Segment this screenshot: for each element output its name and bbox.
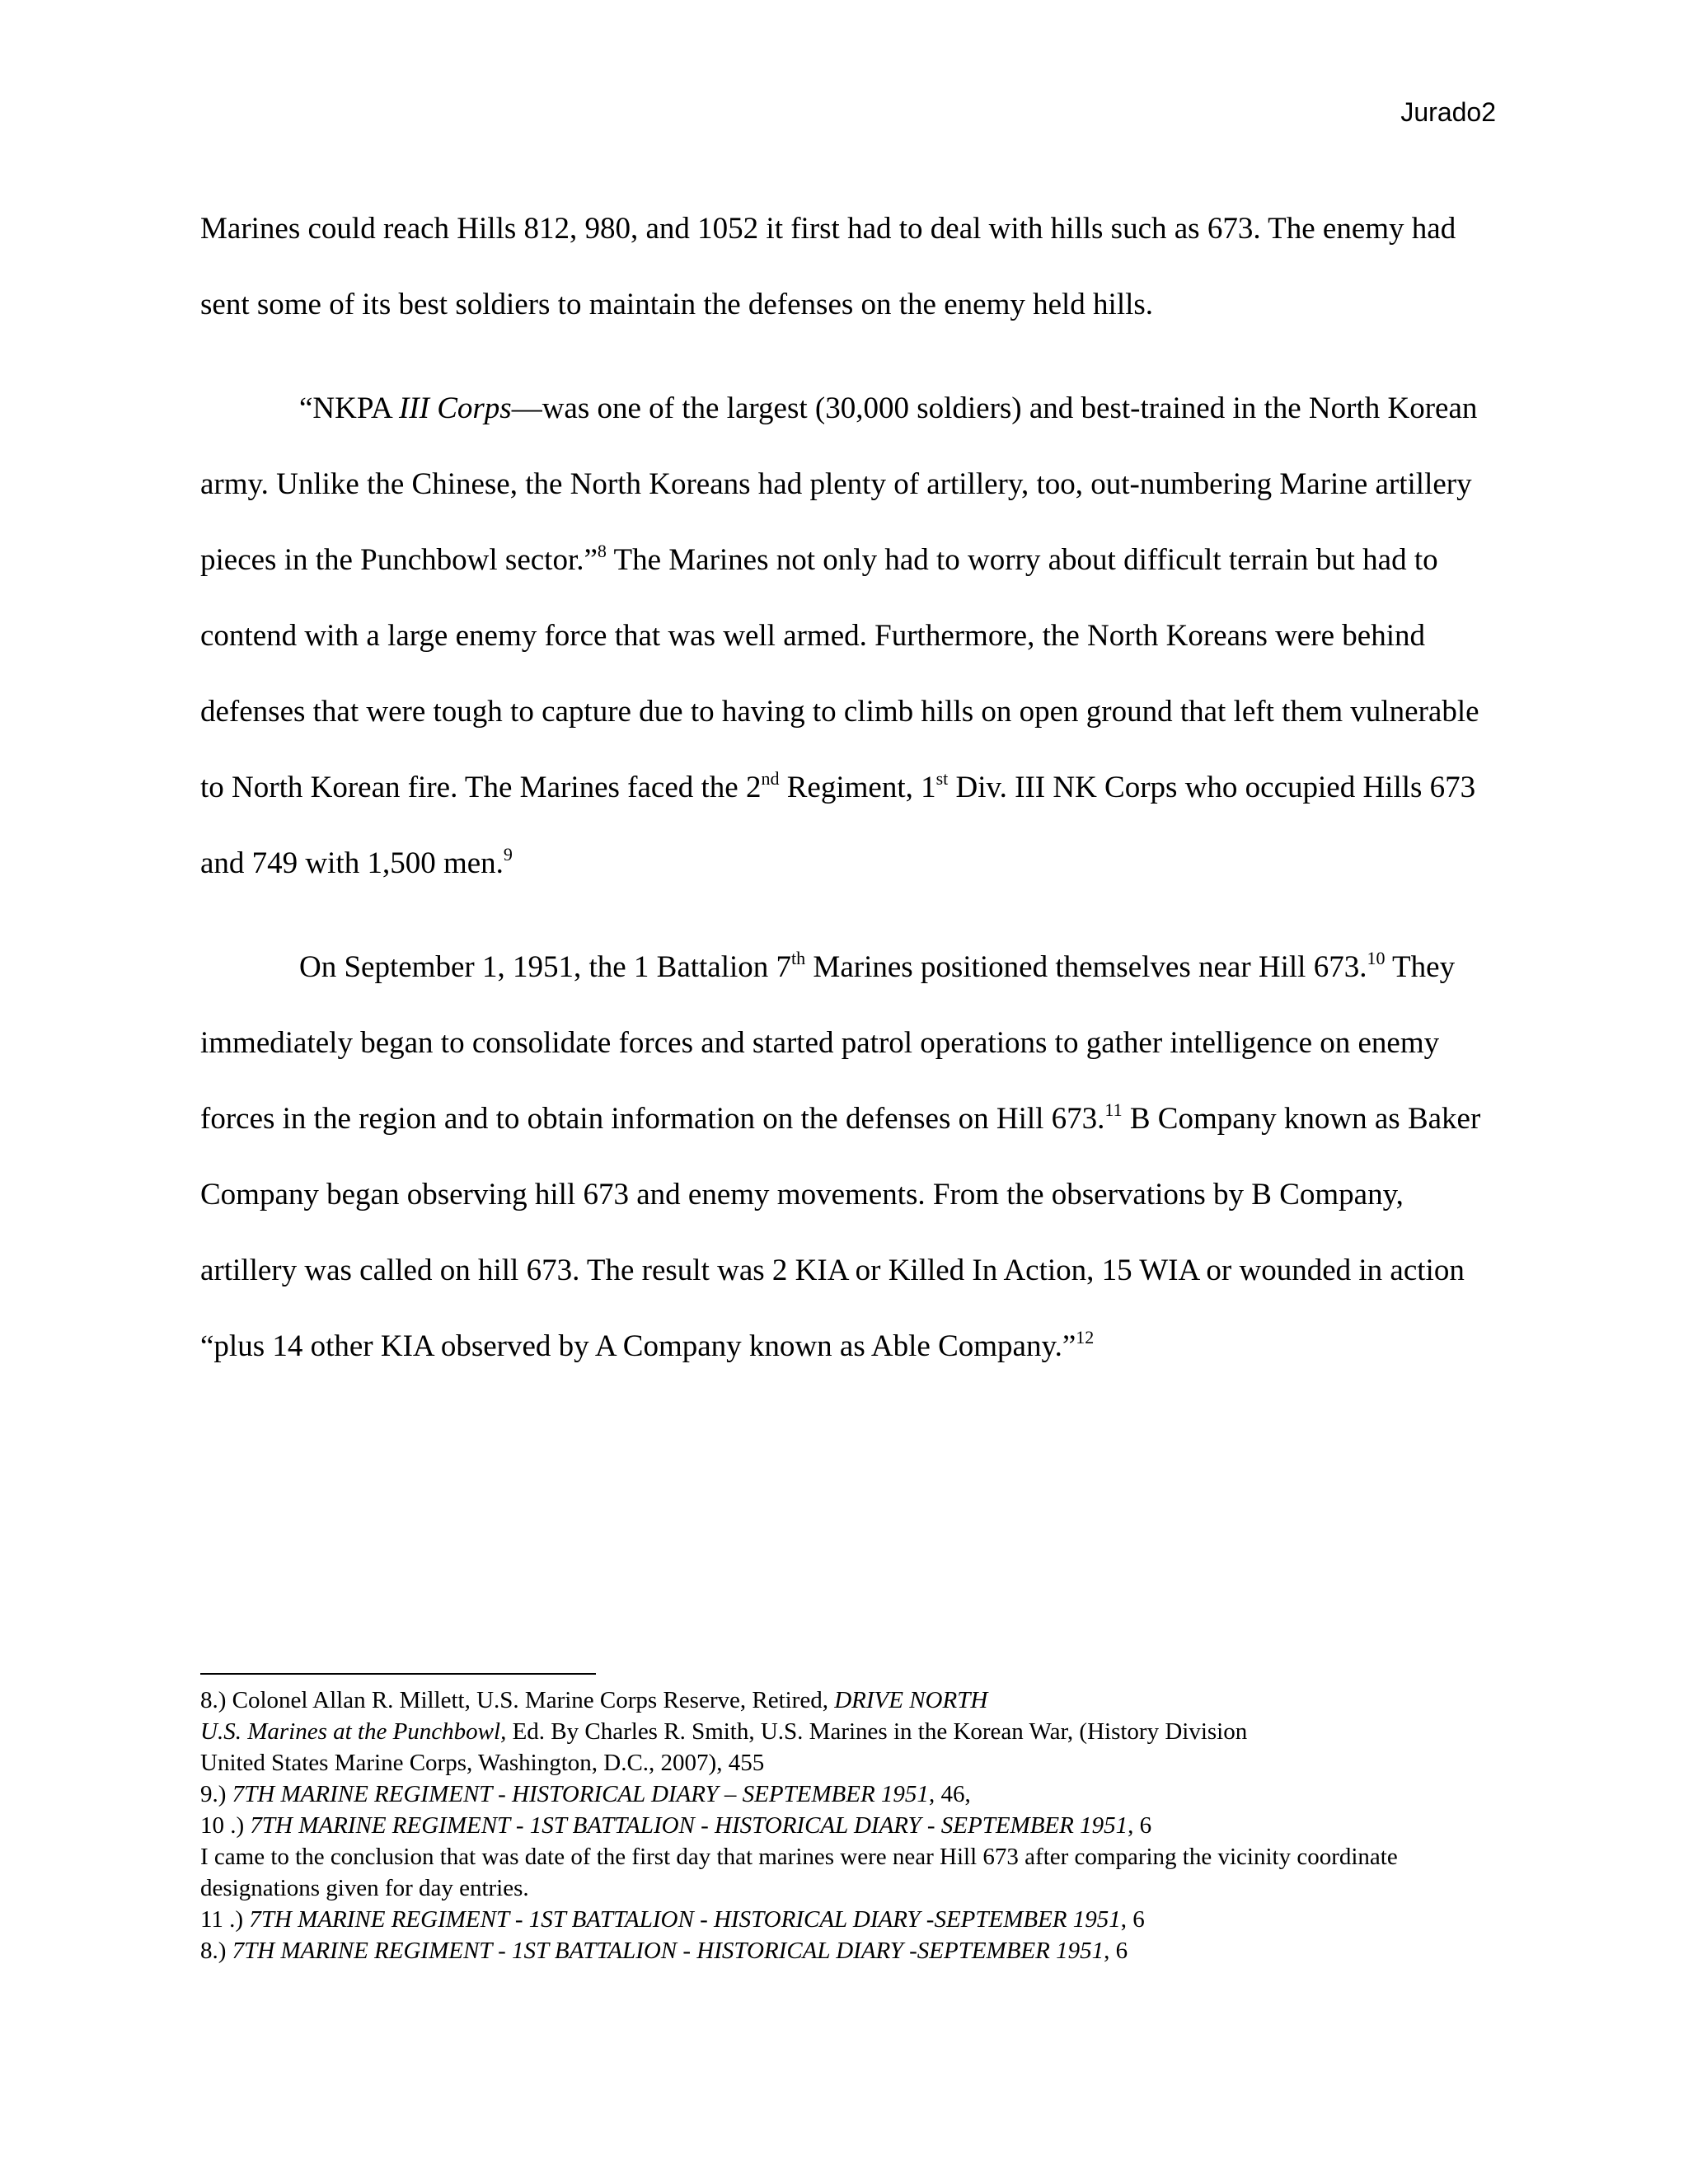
footnote-8-line-2: [200, 1716, 1486, 1747]
fn11-source: 7TH MARINE REGIMENT - 1ST BATTALION - HISTORICAL DIARY -SEPTEMBER 1951: [249, 1906, 1121, 1933]
footnote-ref-12: 12: [1076, 1326, 1095, 1347]
fn8-text: 8.) Colonel Allan R. Millett, U.S. Marine Corps Reserve, Retired,: [200, 1687, 835, 1713]
fn12-page: , 6: [1104, 1938, 1128, 1964]
p2-mid: The Marines not only had to worry about difficult terrain but had to contend with a large enemy force that was well armed. Furthermore, the North Koreans were behind defenses that were tough to capture due to having to climb hills on open ground that left them vulnerable to North Korean fire. The Marines faced the 2: [200, 543, 1479, 804]
p3-mid: They immediately began to consolidate forces and started patrol operations to gather intelligence on enemy forces in the region and to obtain information on the defenses on Hill 673.: [200, 950, 1456, 1136]
p2-after-corps: —was one of the largest (30,000 soldiers) and best-trained in the North Korean army. Unlike the Chinese, the North Koreans had plenty of artillery, too, out-numbering Marine artillery pieces in the Punchbowl sector.”: [200, 391, 1478, 577]
fn11-page: , 6: [1120, 1906, 1145, 1933]
footnote-10: [200, 1810, 1486, 1841]
superscript-th: th: [791, 947, 806, 968]
fn9-number: 9.): [200, 1781, 232, 1807]
superscript-nd: nd: [761, 767, 780, 789]
fn8-editor: Ed. By Charles R. Smith, U.S. Marines in the Korean War, (History Division: [506, 1718, 1248, 1745]
fn9-source: 7TH MARINE REGIMENT - HISTORICAL DIARY – SEPTEMBER 1951: [232, 1781, 929, 1807]
footnote-ref-9: 9: [503, 843, 513, 865]
footnote-separator: [200, 1673, 596, 1675]
paragraph-3: [200, 930, 1486, 1385]
fn9-page: , 46,: [928, 1781, 971, 1807]
footnote-9: [200, 1779, 1486, 1810]
fn12-number: 8.): [200, 1938, 232, 1964]
fn10-number: 10 .): [200, 1812, 251, 1839]
fn11-number: 11 .): [200, 1906, 250, 1933]
p3-start: On September 1, 1951, the 1 Battalion 7: [299, 950, 792, 984]
paragraph-1: Marines could reach Hills 812, 980, and 1052 it first had to deal with hills such as 673. The enemy had sent some of its best soldiers to maintain the defenses on the enemy held hills.: [200, 212, 1456, 321]
fn10-source: 7TH MARINE REGIMENT - 1ST BATTALION - HISTORICAL DIARY - SEPTEMBER 1951: [250, 1812, 1128, 1839]
footnote-ref-8: 8: [597, 540, 607, 561]
p2-quote-open: “NKPA: [299, 391, 399, 425]
footnote-11: [200, 1904, 1486, 1935]
p2-italic-corps: III Corps: [398, 391, 512, 425]
superscript-st: st: [935, 767, 949, 789]
fn8-title: DRIVE NORTH: [834, 1687, 988, 1713]
p2-regiment: Regiment, 1: [779, 771, 936, 804]
footnote-8-line-3: United States Marine Corps, Washington, D.C., 2007), 455: [200, 1750, 765, 1776]
fn10-page: , 6: [1128, 1812, 1152, 1839]
p3-end: B Company known as Baker Company began observing hill 673 and enemy movements. From the observations by B Company, artillery was called on hill 673. The result was 2 KIA or Killed In Action, 15 WIA or wounded in action “plus 14 other KIA observed by A Company known as Able Company.”: [200, 1102, 1481, 1363]
page-header: Jurado2: [1400, 97, 1496, 127]
footnote-ref-11: 11: [1104, 1099, 1123, 1120]
body-text: [200, 191, 1486, 1385]
footnote-10-note: I came to the conclusion that was date of the first day that marines were near Hill 673 after comparing the vicinity coordinate designations given for day entries.: [200, 1844, 1398, 1901]
p2-end: Div. III NK Corps who occupied Hills 673 and 749 with 1,500 men.: [200, 771, 1476, 880]
footnote-8-line-1: [200, 1685, 1486, 1716]
paragraph-2: [200, 371, 1486, 902]
footnotes: [200, 1685, 1486, 1966]
p3-after-th: Marines positioned themselves near Hill 673.: [805, 950, 1367, 984]
fn8-subtitle: U.S. Marines at the Punchbowl,: [200, 1718, 507, 1745]
fn12-source: 7TH MARINE REGIMENT - 1ST BATTALION - HISTORICAL DIARY -SEPTEMBER 1951: [232, 1938, 1104, 1964]
footnote-ref-10: 10: [1367, 947, 1386, 968]
footnote-12: [200, 1935, 1486, 1966]
